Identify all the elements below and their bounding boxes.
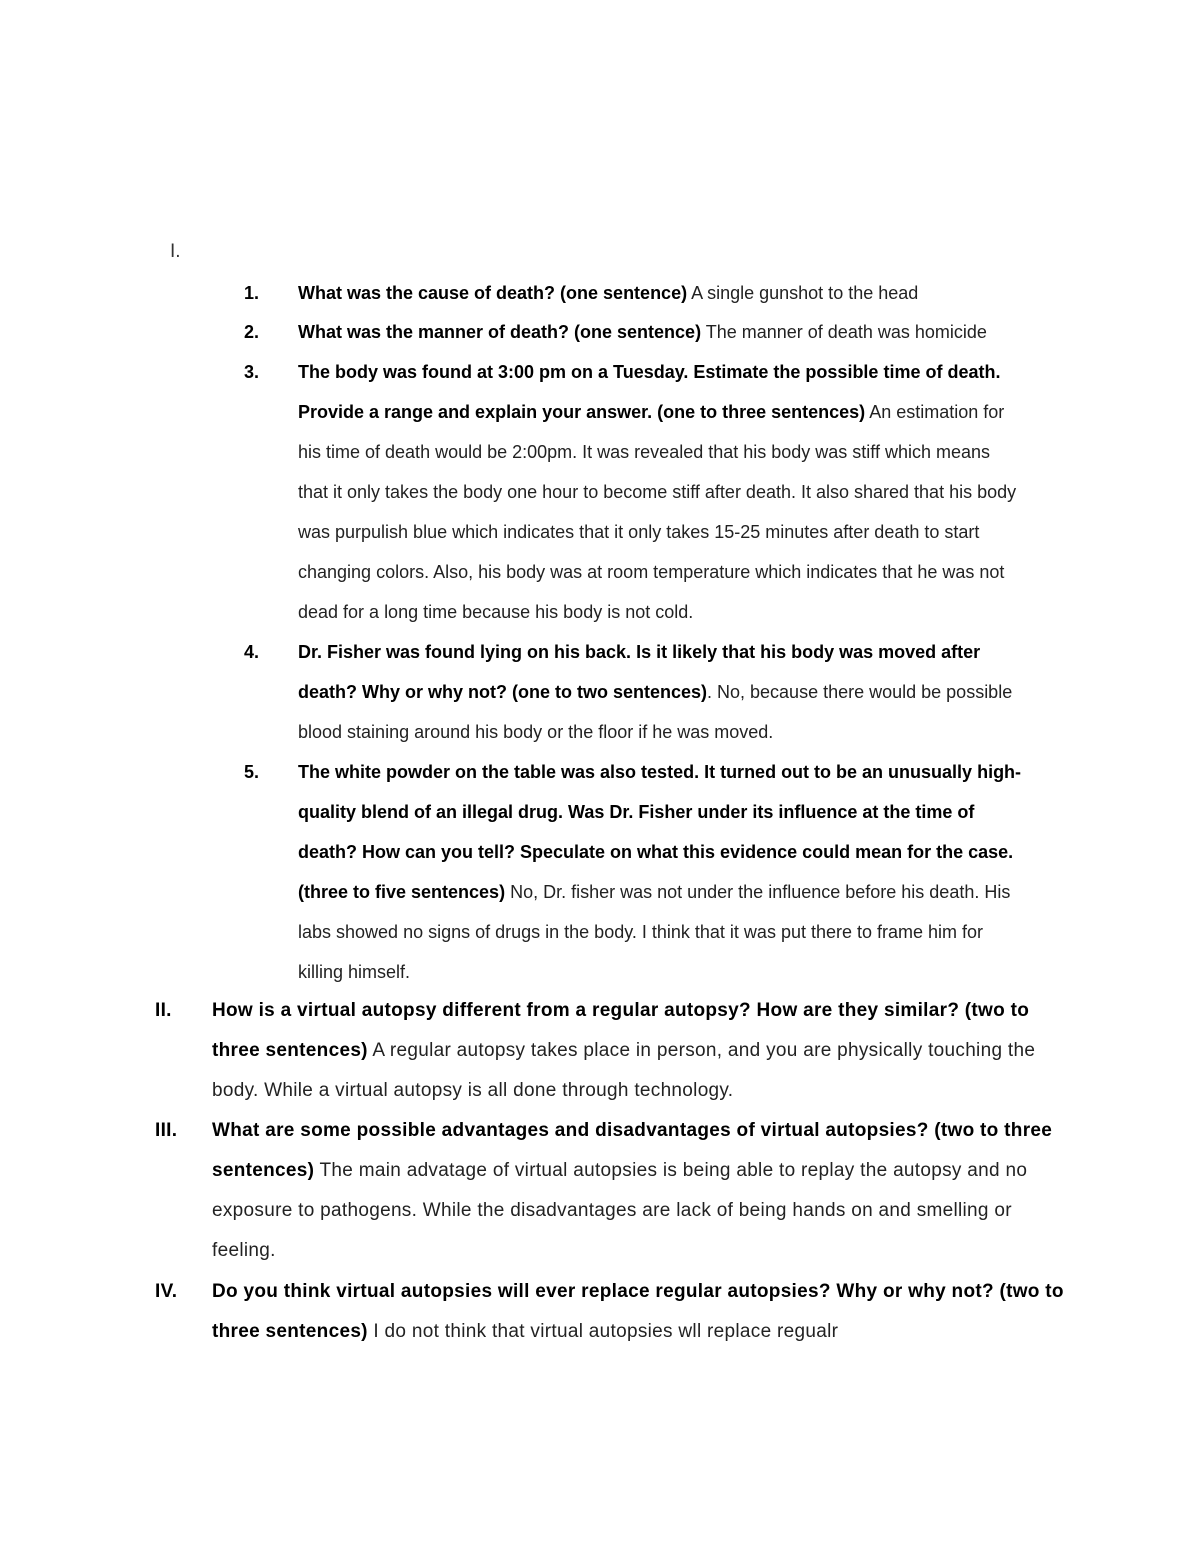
- section-numeral-i: I.: [170, 241, 181, 262]
- section-numeral: III.: [155, 1120, 178, 1141]
- question-item-1: [244, 273, 1024, 313]
- item-number: 2.: [244, 322, 260, 342]
- section-numeral: II.: [155, 1000, 172, 1021]
- question-item-2: [244, 312, 1024, 352]
- answer-text: I do not think that virtual autopsies wll replace regualr: [367, 1321, 839, 1342]
- answer-text: The main advatage of virtual autopsies is being able to replay the autopsy and no exposure to pathogens. While the disadvantages are lack of being hands on and smelling or feeling.: [212, 1160, 1028, 1261]
- item-number: 5.: [244, 762, 260, 782]
- question-text: Do you think virtual autopsies will ever replace regular autopsies? Why or why not? (two to three sentences): [212, 1281, 1064, 1342]
- answer-text: A regular autopsy takes place in person, and you are physically touching the body. While a virtual autopsy is all done through technology.: [212, 1040, 1036, 1101]
- section-body: [212, 1272, 1075, 1352]
- question-item-4: [244, 632, 1024, 752]
- item-number: 1.: [244, 283, 260, 303]
- question-text: What are some possible advantages and disadvantages of virtual autopsies? (two to three sentences): [212, 1120, 1053, 1181]
- question-text: What was the cause of death? (one sentence): [298, 283, 688, 303]
- section-body: [212, 991, 1075, 1111]
- question-item-3: [244, 352, 1024, 632]
- item-body: [298, 752, 1024, 992]
- answer-text: No, Dr. fisher was not under the influence before his death. His labs showed no signs of drugs in the body. I think that it was put there to frame him for killing himself.: [298, 882, 1011, 982]
- question-text: What was the manner of death? (one sentence): [298, 322, 702, 342]
- question-text: The body was found at 3:00 pm on a Tuesday. Estimate the possible time of death. Provide a range and explain your answer. (one to three sentences): [298, 362, 1001, 422]
- answer-text: The manner of death was homicide: [701, 322, 987, 342]
- question-text: The white powder on the table was also tested. It turned out to be an unusually high-quality blend of an illegal drug. Was Dr. Fisher under its influence at the time of death? How can you tell? Speculate on what this evidence could mean for the case. (three to five sentences): [298, 762, 1022, 902]
- question-text: Dr. Fisher was found lying on his back. Is it likely that his body was moved after death? Why or why not? (one to two sentences): [298, 642, 981, 702]
- item-body: [298, 273, 1024, 313]
- section-iv: [155, 1272, 1075, 1352]
- section-iii: [155, 1111, 1075, 1271]
- item-body: [298, 352, 1024, 632]
- item-body: [298, 632, 1024, 752]
- answer-text: . No, because there would be possible blood staining around his body or the floor if he was moved.: [298, 682, 1013, 742]
- item-number: 4.: [244, 642, 260, 662]
- item-body: [298, 312, 1024, 352]
- question-text: How is a virtual autopsy different from a regular autopsy? How are they similar? (two to three sentences): [212, 1000, 1030, 1061]
- question-item-5: [244, 752, 1024, 992]
- section-body: [212, 1111, 1075, 1271]
- section-numeral: IV.: [155, 1281, 178, 1302]
- section-ii: [155, 991, 1075, 1111]
- item-number: 3.: [244, 362, 260, 382]
- answer-text: A single gunshot to the head: [687, 283, 919, 303]
- answer-text: An estimation for his time of death would be 2:00pm. It was revealed that his body was stiff which means that it only takes the body one hour to become stiff after death. It also shared that his body was purpulish blue which indicates that it only takes 15-25 minutes after death to start changing colors. Also, his body was at room temperature which indicates that he was not dead for a long time because his body is not cold.: [298, 402, 1017, 622]
